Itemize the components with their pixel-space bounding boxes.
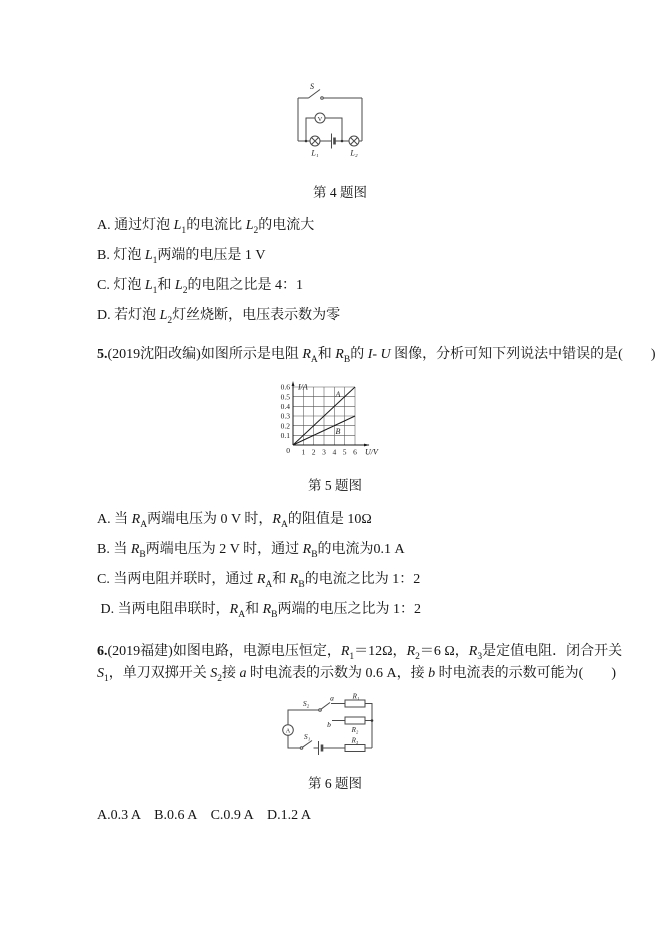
lamp-L1-icon — [310, 136, 320, 146]
s2-hinge-terminal — [319, 709, 322, 712]
figure4-caption: 第 4 题图 — [313, 185, 367, 200]
wire-bottom-left — [288, 735, 300, 748]
y-tick-label: 0.1 — [280, 431, 290, 441]
q5-iu-graph — [253, 380, 413, 470]
x-tick-label: 5 — [342, 447, 347, 457]
resistor-r2-icon — [345, 717, 365, 724]
q5-option-a: A. 当 $R_A$两端电压为 0 V 时，$R_A$的阻值是 10Ω — [97, 512, 372, 530]
lamp2-label: L₂ — [350, 148, 358, 158]
y-tick-label: 0.3 — [280, 411, 290, 421]
q5-option-b: B. 当 $R_B$两端电压为 2 V 时，通过 $R_B$的电流为0.1 A — [97, 542, 405, 560]
q5-option-c: C. 当两电阻并联时，通过 $R_A$和 $R_B$的电流之比为 1：2 — [97, 572, 421, 590]
q6-number: 6. — [97, 644, 108, 659]
figure6-caption: 第 6 题图 — [308, 776, 362, 791]
x-tick-label: 3 — [322, 447, 326, 457]
q4-option-d: D. 若灯泡 $L_2$灯丝烧断，电压表示数为零 — [97, 308, 341, 326]
q4-option-a: A. 通过灯泡 $L_1$的电流比 $L_2$的电流大 — [97, 218, 315, 236]
x-tick-label: 6 — [353, 447, 357, 457]
q4-option-b: B. 灯泡 $L_1$两端的电压是 1 V — [97, 248, 266, 266]
lamp-L2-icon — [349, 136, 359, 146]
s2-label: S₂ — [302, 699, 310, 708]
contact-a-label: a — [330, 693, 334, 703]
wire-right — [365, 704, 372, 749]
q5-stem: (2019沈阳改编)如图所示是电阻 $R_A$和 $R_B$的 I- U 图像，分析可知下列说法中错误的是( ) — [107, 347, 656, 365]
q6-stem-part1: (2019福建)如图电路，电源电压恒定，$R_1=12\Omega$，$R_2=6$ Ω，$R_3$是定值电阻．闭合开关 — [107, 644, 623, 662]
y-tick-label: 0.5 — [280, 392, 290, 402]
q4-option-c: C. 灯泡 $L_1$和 $L_2$的电阻之比是 4：1 — [97, 278, 303, 296]
lamp1-label: L₁ — [311, 148, 319, 158]
axis-arrowhead — [364, 444, 370, 447]
resistor-r1-icon — [345, 700, 365, 707]
r3-label: R₃ — [351, 736, 359, 745]
contact-b-label: b — [327, 720, 331, 729]
q6-answer-choices: A.0.3 A B.0.6 A C.0.9 A D.1.2 A — [97, 808, 311, 823]
s1-blade — [303, 741, 313, 748]
y-tick-label: 0.2 — [280, 421, 290, 431]
series-label-A: A — [335, 390, 341, 399]
y-tick-label: 0.4 — [280, 402, 290, 412]
y-tick-label: 0.6 — [280, 382, 290, 392]
q5-number: 5. — [97, 347, 108, 362]
junction-dot — [305, 140, 308, 143]
ammeter-label: A — [285, 727, 291, 735]
question6-circuit-figure — [280, 693, 375, 763]
x-tick-label: 4 — [332, 447, 337, 457]
x-tick-label: 2 — [311, 447, 316, 457]
series-label-B: B — [335, 427, 341, 436]
question4-circuit-figure — [296, 84, 366, 160]
q5-stem-line — [97, 345, 655, 370]
figure5-caption: 第 5 题图 — [308, 478, 362, 493]
q6-stem-line2: $S_1$，单刀双掷开关 $S_2$接 a 时电流表的示数为 0.6 A，接 b 时电流表的示数可能为( ) — [97, 666, 616, 684]
wire-top-left — [288, 710, 319, 725]
switch-label: S — [310, 82, 314, 91]
s1-terminal — [300, 747, 303, 750]
junction-dot — [371, 719, 374, 722]
s2-blade — [321, 703, 330, 710]
resistor-r3-icon — [345, 745, 365, 752]
x-axis-label: U/V — [365, 447, 378, 457]
y-axis-label: I/A — [298, 382, 308, 392]
switch-terminal — [321, 97, 324, 100]
junction-dot — [341, 140, 344, 143]
r1-label: R₁ — [352, 692, 360, 701]
q5-option-d: D. 当两电阻串联时，$R_A$和 $R_B$两端的电压之比为 1：2 — [97, 602, 421, 620]
r2-label: R₂ — [351, 726, 359, 734]
x-tick-label: 1 — [301, 447, 306, 457]
origin-label: 0 — [286, 446, 290, 455]
axis-arrowhead — [292, 381, 295, 386]
s1-label: S₁ — [303, 732, 311, 741]
voltmeter-label: V — [317, 115, 323, 123]
